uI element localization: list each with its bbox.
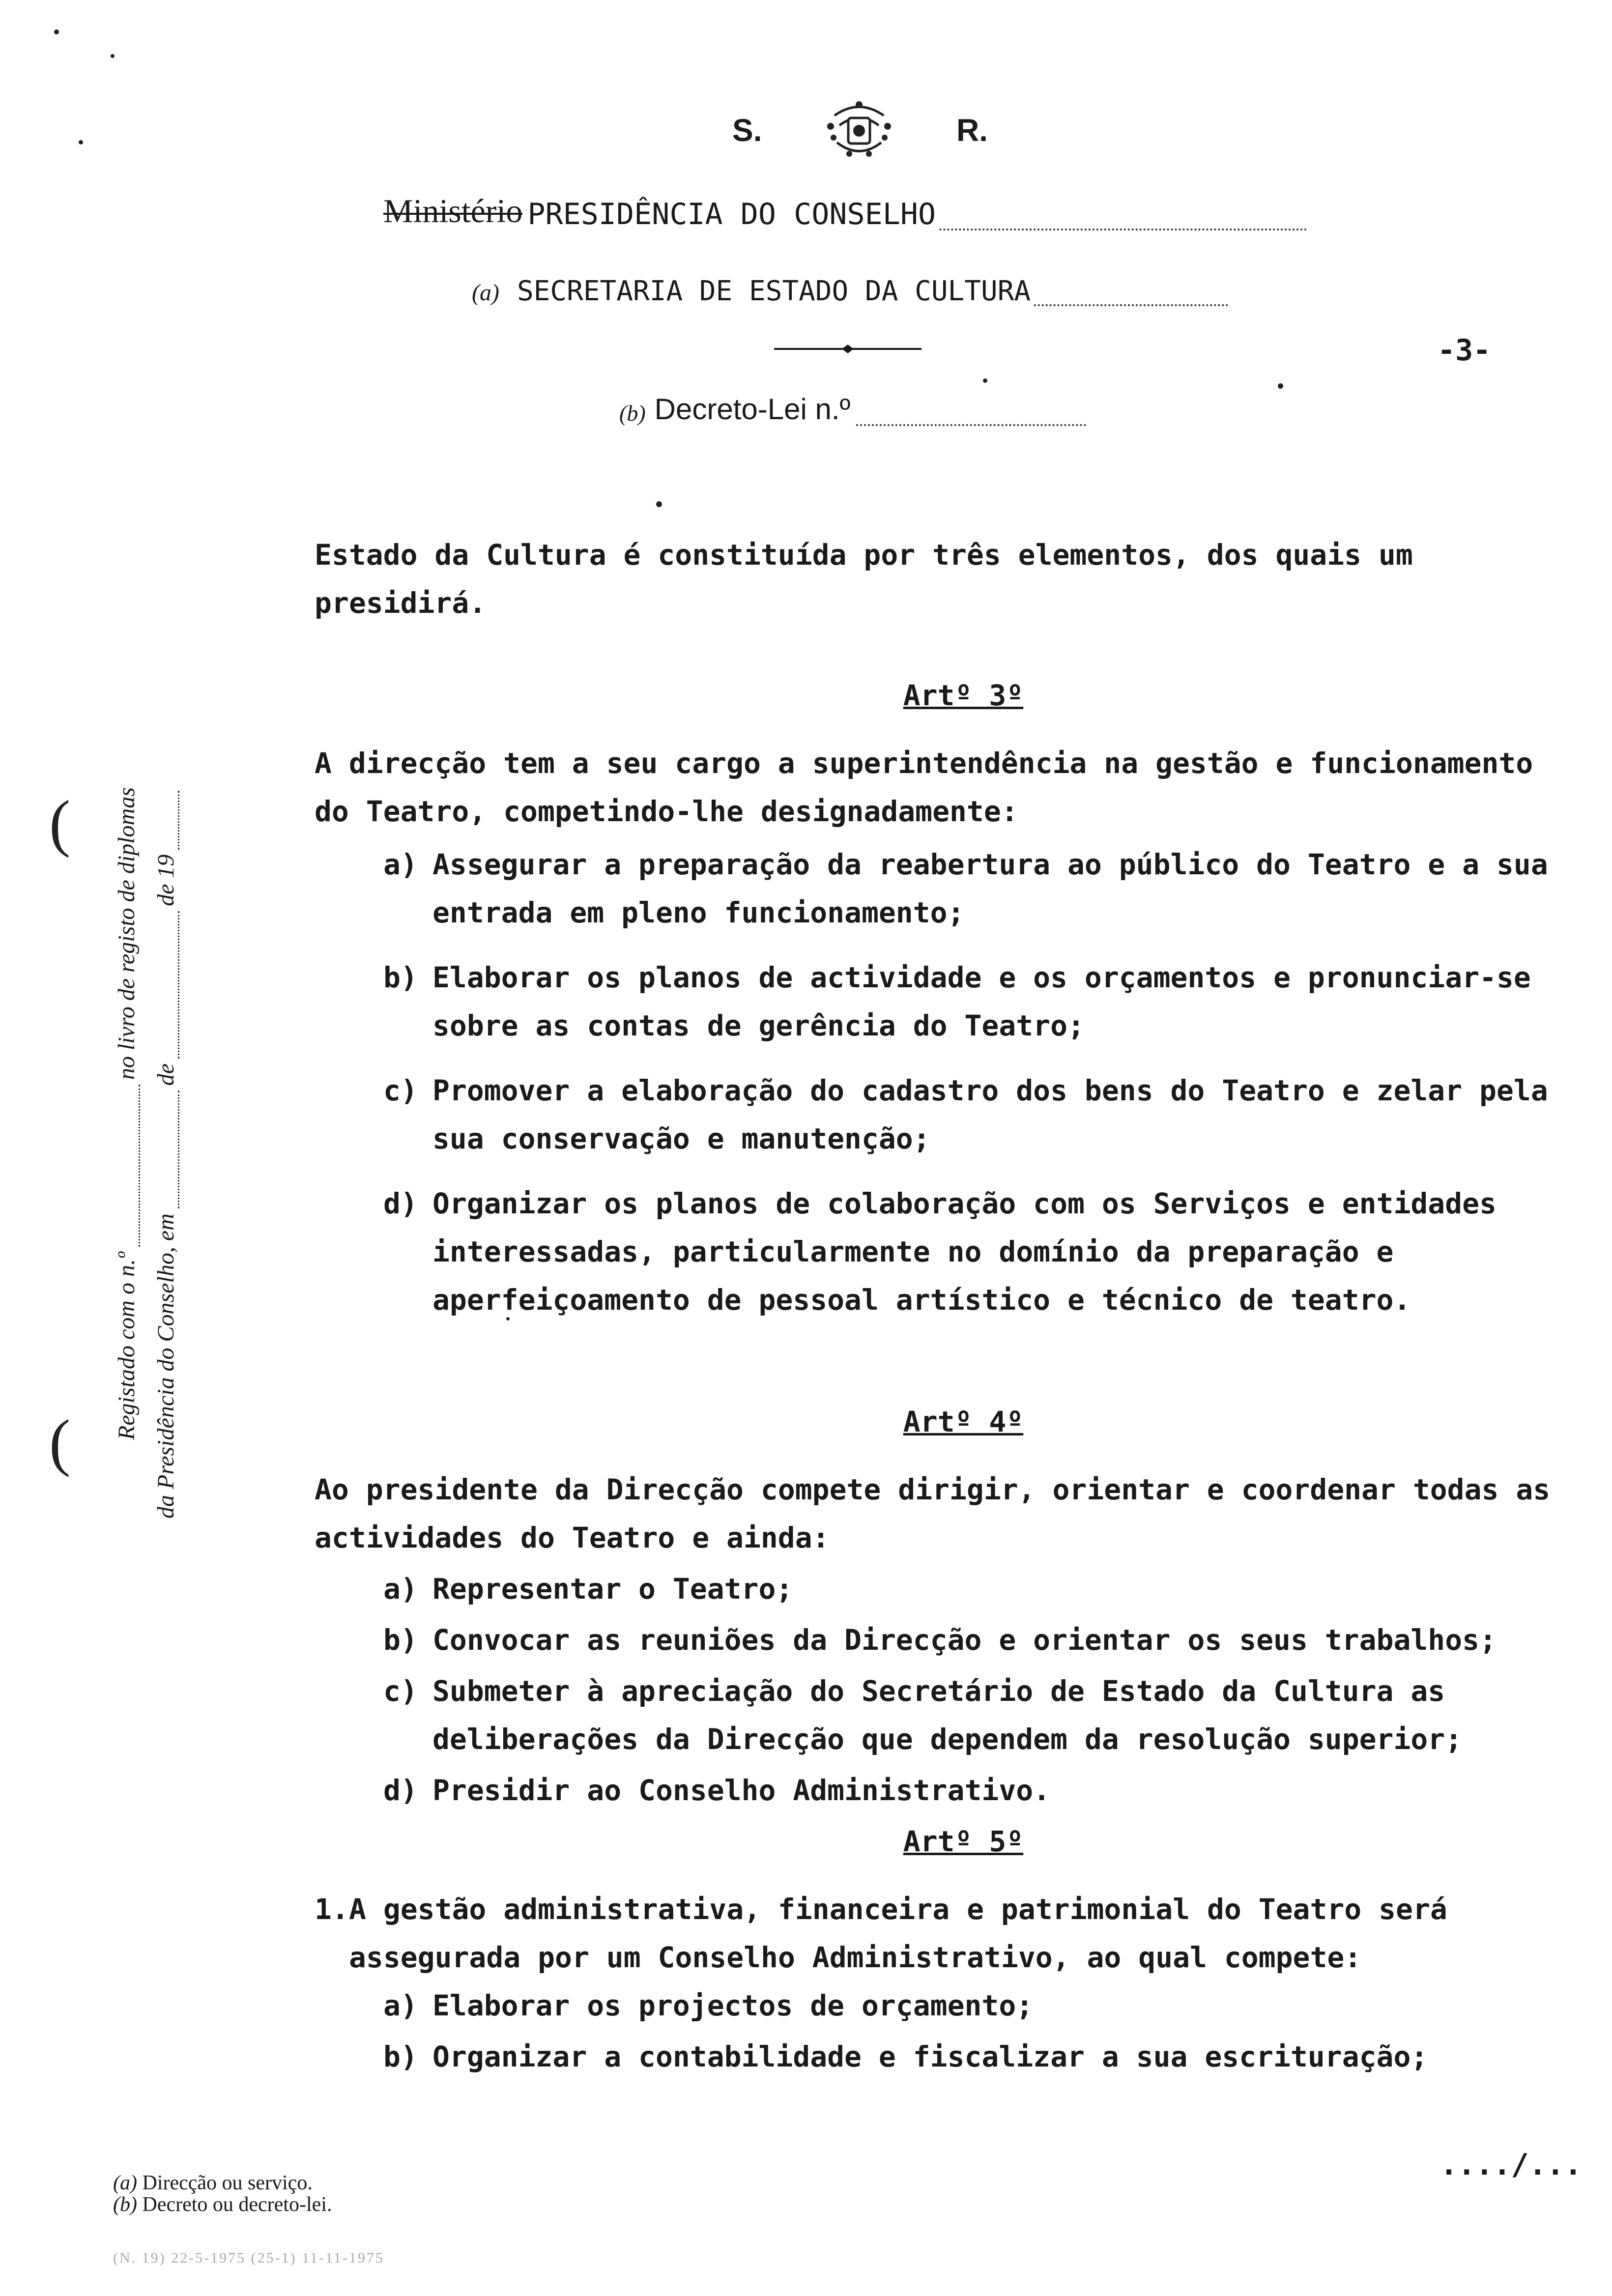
article-5-items [315, 1981, 1583, 2081]
register-stamp [113, 604, 192, 1528]
register-line1-b: no livro de registo de diplomas [114, 787, 140, 1080]
scan-speck [111, 54, 115, 58]
footnote-a-mark: (a) [113, 2172, 137, 2194]
label-a: (a) [472, 280, 499, 306]
ministerio-struck-label: Ministério [383, 192, 523, 230]
left-paren-mark-2: ( [49, 1407, 71, 1478]
secretaria-line [472, 275, 1229, 306]
s-letter: S. [732, 113, 762, 148]
footnote-a [113, 2172, 332, 2194]
register-dots-2 [174, 1091, 179, 1208]
item-letter: c) [383, 1074, 418, 1107]
scan-speck [54, 29, 59, 34]
footnote-b-mark: (b) [113, 2193, 137, 2216]
footnote-a-text: Direcção ou serviço. [142, 2172, 313, 2194]
coat-of-arms-icon [820, 96, 898, 165]
paragraph-number: 1. [315, 1893, 349, 1926]
footnote-b [113, 2194, 332, 2215]
intro-paragraph: Estado da Cultura é constituída por três elementos, dos quais um presidirá. [315, 538, 1413, 620]
label-b: (b) [619, 401, 646, 426]
item-letter: d) [383, 1187, 418, 1220]
register-line2-b: de [153, 1063, 179, 1086]
list-item [315, 1667, 1583, 1763]
item-letter: b) [383, 2040, 418, 2073]
left-paren-mark: ( [49, 788, 71, 859]
register-line2-c: de 19 [153, 854, 179, 906]
decreto-label: Decreto-Lei n.º [654, 393, 851, 426]
list-item [315, 1179, 1583, 1324]
item-text: Representar o Teatro; [432, 1572, 793, 1606]
item-text: Organizar os planos de colaboração com os Serviços e entidades interessadas, particularmente no domínio da preparação e aperfeiçoamento de pessoal artístico e técnico de teatro. [432, 1187, 1497, 1317]
ministerio-value: PRESIDÊNCIA DO CONSELHO [527, 197, 939, 231]
diamond-divider [774, 344, 921, 354]
item-text: Convocar as reuniões da Direcção e orientar os seus trabalhos; [432, 1623, 1497, 1657]
item-text: Presidir ao Conselho Administrativo. [432, 1774, 1051, 1807]
list-item [315, 1565, 1583, 1613]
page-number: -3- [1438, 333, 1491, 368]
header-sr [732, 93, 988, 167]
item-letter: a) [383, 1572, 418, 1606]
list-item [315, 840, 1583, 937]
document-body [315, 531, 1583, 2084]
article-4-title: Artº 4º [903, 1405, 1024, 1438]
scan-speck [506, 1317, 510, 1320]
article-3-items [315, 840, 1583, 1324]
item-text: Elaborar os projectos de orçamento; [432, 1989, 1034, 2022]
article-3-lead: A direcção tem a seu cargo a superintendência na gestão e funcionamento do Teatro, competindo-lhe designadamente: [315, 746, 1533, 828]
footnote-b-text: Decreto ou decreto-lei. [142, 2193, 332, 2216]
list-item [315, 1616, 1583, 1664]
register-dots-3 [174, 911, 179, 1059]
article-4-lead: Ao presidente da Direcção compete dirigir, orientar e coordenar todas as actividades do Teatro e ainda: [315, 1473, 1551, 1554]
list-item [315, 1766, 1583, 1814]
secretaria-value: SECRETARIA DE ESTADO DA CULTURA [517, 275, 1034, 307]
item-letter: a) [383, 848, 418, 881]
article-5-lead: A gestão administrativa, financeira e patrimonial do Teatro será assegurada por um Conselho Administrativo, ao qual compete: [349, 1893, 1447, 1974]
article-5-numbered-paragraph [315, 1885, 1583, 1981]
register-line1-a: Registado com o n.º [114, 1252, 140, 1440]
secretaria-field [517, 275, 1229, 306]
item-letter: b) [383, 961, 418, 994]
scan-speck [1278, 383, 1283, 389]
item-letter: a) [383, 1989, 418, 2022]
article-4-items [315, 1565, 1583, 1814]
scan-speck [656, 501, 662, 507]
list-item [315, 953, 1583, 1050]
article-5-title: Artº 5º [903, 1825, 1024, 1858]
item-text: Promover a elaboração do cadastro dos bens do Teatro e zelar pela sua conservação e manutenção; [432, 1074, 1548, 1155]
scan-speck [79, 140, 83, 144]
item-letter: c) [383, 1674, 418, 1708]
ministerio-field [527, 197, 1307, 230]
decreto-line [619, 392, 1086, 426]
footnotes [113, 2172, 332, 2215]
list-item [315, 2033, 1583, 2081]
register-dots-4 [174, 791, 179, 850]
continuation-mark: ..../... [1440, 2148, 1582, 2182]
article-3-title: Artº 3º [903, 679, 1024, 712]
list-item [315, 1066, 1583, 1163]
register-dots-1 [135, 1085, 140, 1247]
register-line-2 [152, 791, 179, 1519]
ministerio-line [383, 192, 1307, 230]
scan-speck [983, 378, 987, 383]
decreto-number-field [856, 419, 1086, 426]
r-letter: R. [956, 113, 988, 148]
list-item [315, 1981, 1583, 2030]
item-text: Assegurar a preparação da reabertura ao público do Teatro e a sua entrada em pleno funcionamento; [432, 848, 1548, 929]
item-text: Elaborar os planos de actividade e os orçamentos e pronunciar-se sobre as contas de gerência do Teatro; [432, 961, 1531, 1042]
print-code: (N. 19) 22-5-1975 (25-1) 11-11-1975 [113, 2250, 384, 2266]
item-text: Submeter à apreciação do Secretário de Estado da Cultura as deliberações da Direcção que dependem da resolução superior; [432, 1674, 1463, 1756]
item-letter: b) [383, 1623, 418, 1657]
register-line2-a: da Presidência do Conselho, em [153, 1213, 179, 1519]
register-line-1 [113, 787, 140, 1440]
item-letter: d) [383, 1774, 418, 1807]
item-text: Organizar a contabilidade e fiscalizar a sua escrituração; [432, 2040, 1428, 2073]
